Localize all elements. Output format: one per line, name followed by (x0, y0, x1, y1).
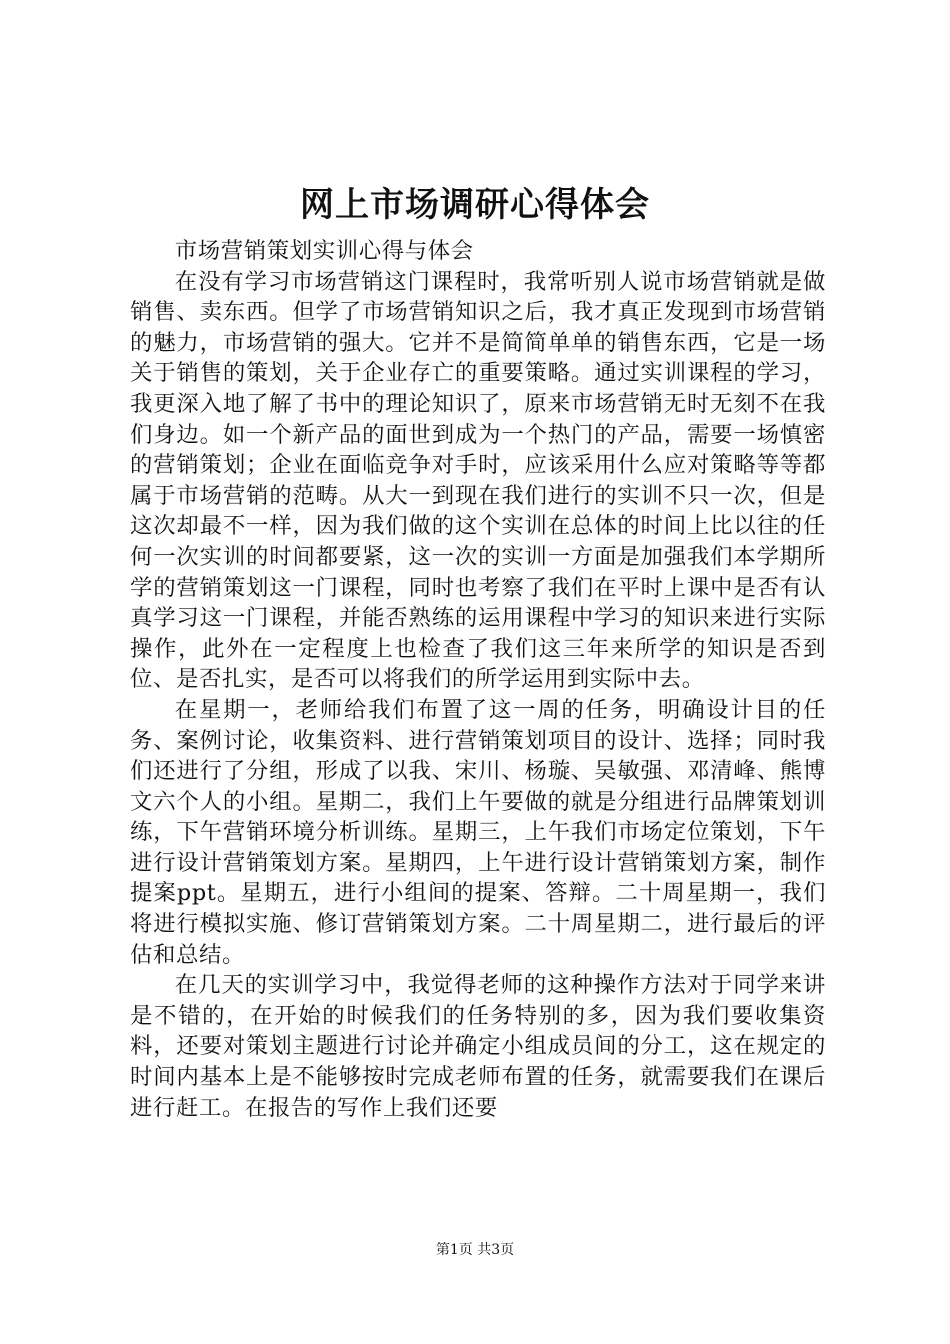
page-footer: 第1页 共3页 (435, 1242, 515, 1258)
subtitle: 市场营销策划实训心得与体会 (174, 238, 474, 264)
document-body (130, 236, 826, 1123)
body-paragraph-2: 在星期一，老师给我们布置了这一周的任务，明确设计目的任务、案例讨论，收集资料、进行营销策划项目的设计、选择；同时我们还进行了分组，形成了以我、宋川、杨璇、吴敏强、邓清峰、熊博文六个人的小组。星期二，我们上午要做的就是分组进行品牌策划训练，下午营销环境分析训练。星期三，上午我们市场定位策划，下午进行设计营销策划方案。星期四，上午进行设计营销策划方案，制作提案ppt。星期五，进行小组间的提案、答辩。二十周星期一，我们将进行模拟实施、修订营销策划方案。二十周星期二，进行最后的评估和总结。 (130, 696, 826, 968)
body-paragraph-1: 在没有学习市场营销这门课程时，我常听别人说市场营销就是做销售、卖东西。但学了市场营销知识之后，我才真正发现到市场营销的魅力，市场营销的强大。它并不是简简单单的销售东西，它是一场关于销售的策划，关于企业存亡的重要策略。通过实训课程的学习，我更深入地了解了书中的理论知识了，原来市场营销无时无刻不在我们身边。如一个新产品的面世到成为一个热门的产品，需要一场慎密的营销策划；企业在面临竞争对手时，应该采用什么应对策略等等都属于市场营销的范畴。从大一到现在我们进行的实训不只一次，但是这次却最不一样，因为我们做的这个实训在总体的时间上比以往的任何一次实训的时间都要紧，这一次的实训一方面是加强我们本学期所学的营销策划这一门课程，同时也考察了我们在平时上课中是否有认真学习这一门课程，并能否熟练的运用课程中学习的知识来进行实际操作，此外在一定程度上也检查了我们这三年来所学的知识是否到位、是否扎实，是否可以将我们的所学运用到实际中去。 (130, 268, 826, 693)
body-paragraph-3: 在几天的实训学习中，我觉得老师的这种操作方法对于同学来讲是不错的，在开始的时候我们的任务特别的多，因为我们要收集资料，还要对策划主题进行讨论并确定小组成员间的分工，这在规定的时间内基本上是不能够按时完成老师布置的任务，就需要我们在课后进行赶工。在报告的写作上我们还要 (130, 972, 826, 1121)
document-title: 网上市场调研心得体会 (300, 185, 650, 225)
